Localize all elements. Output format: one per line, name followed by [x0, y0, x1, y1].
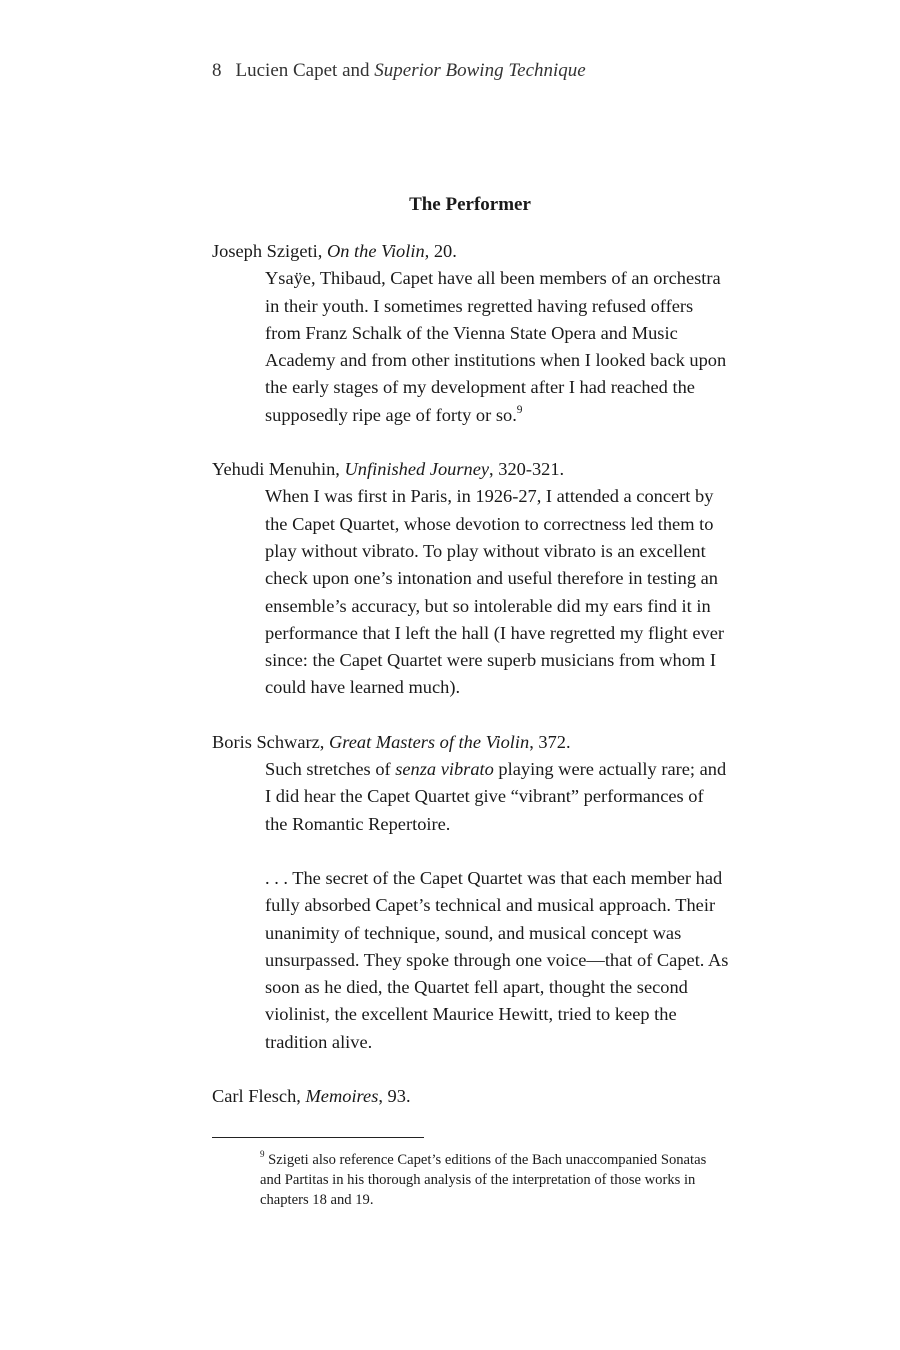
footnote-reference[interactable]: 9 — [516, 403, 523, 416]
quote-text-before: Such stretches of — [265, 759, 396, 780]
citation-list — [212, 238, 730, 1137]
citation-author: Carl Flesch, — [212, 1086, 306, 1107]
citation-line — [212, 238, 730, 265]
quote-text: When I was first in Paris, in 1926-27, I attended a concert by the Capet Quartet, whose devotion to correctness led them to play without vibrato. To play without vibrato is an excellent check upon one’s intonation and useful therefore in testing an ensemble’s accuracy, but so intolerable did my ears find it in performance that I left the hall (I have regretted my flight ever since: the Capet Quartet were superb musicians from whom I could have learned much). — [265, 486, 725, 698]
footnote-text: Szigeti also reference Capet’s editions of the Bach unaccompanied Sonatas and Partitas in his thorough analysis of the interpretation of those works in chapters 18 and 19. — [260, 1152, 707, 1208]
footnote-body — [212, 1150, 727, 1210]
citation-author: Joseph Szigeti, — [212, 241, 327, 261]
quote-text: Ysaÿe, Thibaud, Capet have all been members of an orchestra in their youth. I sometimes regretted having refused offers from Franz Schalk of the Vienna State Opera and Music Academy and from other institutions when I looked back upon the early stages of my development after I had reached the supposedly ripe age of forty or so. — [265, 268, 727, 425]
block-quote — [265, 483, 730, 701]
running-head-author: Lucien Capet and — [235, 60, 375, 81]
citation-entry — [212, 729, 730, 1056]
citation-work: Unfinished Journey — [344, 459, 490, 480]
footnote-number: 9 — [260, 1149, 265, 1160]
section-title: The Performer — [409, 194, 531, 215]
block-quote — [265, 756, 730, 838]
block-quote — [265, 265, 730, 429]
citation-entry — [212, 1083, 730, 1110]
citation-work: On the Violin, — [326, 241, 430, 261]
citation-entry — [212, 456, 730, 702]
citation-author: Boris Schwarz, — [212, 731, 329, 752]
footnote — [212, 1150, 727, 1210]
quote-text-after: playing were actually rare; and I did hear the Capet Quartet give “vibrant” performances of the Romantic Repertoire. — [265, 759, 727, 834]
block-quote — [265, 865, 730, 1056]
citation-line — [212, 1083, 730, 1110]
citation-line — [212, 456, 730, 483]
footnote-divider — [212, 1137, 424, 1138]
citation-pages: , 372. — [529, 731, 571, 752]
page-number: 8 — [212, 60, 222, 81]
citation-work: Memoires — [305, 1086, 379, 1107]
citation-pages: 20. — [429, 241, 457, 261]
citation-pages: , 320-321. — [489, 459, 565, 480]
running-head — [212, 60, 586, 82]
quote-text: . . . The secret of the Capet Quartet was that each member had fully absorbed Capet’s technical and musical approach. Their unanimity of technique, sound, and musical concept was unsurpassed. They spoke through one voice—that of Capet. As soon as he died, the Quartet fell apart, thought the second violinist, the excellent Maurice Hewitt, tried to keep the tradition alive. — [265, 867, 729, 1052]
citation-work: Great Masters of the Violin — [328, 731, 530, 752]
citation-entry — [212, 238, 730, 429]
citation-author: Yehudi Menuhin, — [212, 459, 345, 480]
citation-line — [212, 729, 730, 756]
running-head-book-title: Superior Bowing Technique — [374, 60, 586, 81]
quote-text-italic: senza vibrato — [395, 759, 494, 780]
citation-pages: , 93. — [378, 1086, 411, 1107]
